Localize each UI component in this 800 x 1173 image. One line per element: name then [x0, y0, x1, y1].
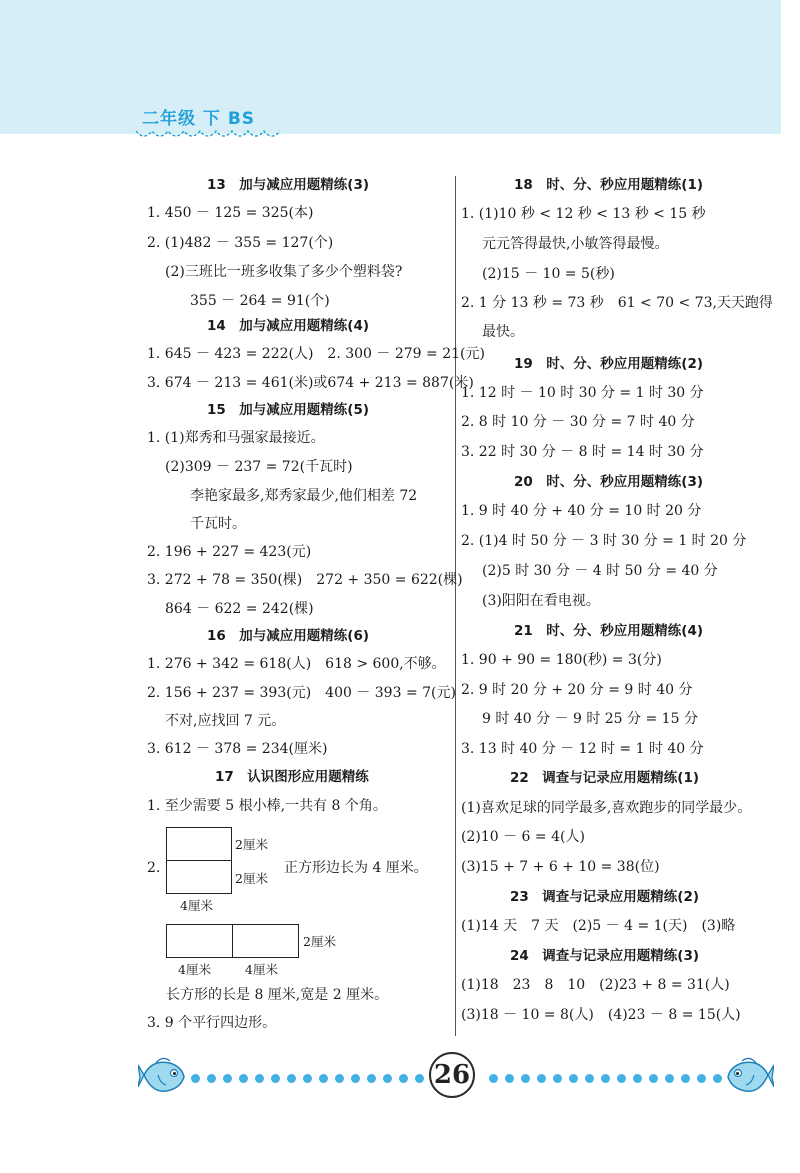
dimension-label: 4厘米: [178, 962, 211, 977]
section-title: 24 调查与记录应用题精练(3): [510, 948, 700, 964]
rect-left: [166, 924, 233, 958]
answer-line: 1. 450 － 125 = 325(本): [147, 205, 314, 221]
dimension-label: 2厘米: [303, 934, 336, 949]
header-band: [0, 0, 781, 134]
question-number: 2.: [147, 860, 161, 876]
answer-line: (1)喜欢足球的同学最多,喜欢跑步的同学最少。: [461, 800, 752, 816]
answer-line: 1. 9 时 40 分 + 40 分 = 10 时 20 分: [461, 503, 702, 519]
answer-line: (2)5 时 30 分 － 4 时 50 分 = 40 分: [482, 563, 718, 579]
figure-caption: 正方形边长为 4 厘米。: [284, 860, 428, 876]
answer-line: 1. 90 + 90 = 180(秒) = 3(分): [461, 652, 662, 668]
answer-line: (2)15 － 10 = 5(秒): [482, 266, 615, 282]
fish-icon: [138, 1053, 188, 1099]
answer-line: 864 － 622 = 242(棵): [165, 601, 314, 617]
answer-line: 最快。: [482, 324, 524, 340]
answer-line: 1. 12 时 － 10 时 30 分 = 1 时 30 分: [461, 385, 704, 401]
square-top: [166, 827, 232, 861]
answer-line: 1. 645 － 423 = 222(人) 2. 300 － 279 = 21(元): [147, 346, 485, 362]
dimension-label: 4厘米: [180, 898, 213, 913]
section-title: 20 时、分、秒应用题精练(3): [514, 474, 704, 490]
answer-line: (3)阳阳在看电视。: [482, 593, 600, 609]
answer-line: 1. (1)郑秀和马强家最接近。: [147, 430, 325, 446]
answer-line: (2)10 － 6 = 4(人): [461, 829, 585, 845]
section-title: 19 时、分、秒应用题精练(2): [514, 356, 704, 372]
answer-line: (1)14 天 7 天 (2)5 － 4 = 1(天) (3)略: [461, 918, 736, 934]
dimension-label: 2厘米: [235, 871, 268, 886]
answer-line: 3. 272 + 78 = 350(棵) 272 + 350 = 622(棵): [147, 572, 463, 588]
answer-line: 3. 674 － 213 = 461(米)或674 + 213 = 887(米): [147, 375, 474, 391]
answer-line: 9 时 40 分 － 9 时 25 分 = 15 分: [482, 711, 698, 727]
dots-right: [489, 1074, 722, 1083]
answer-line: 李艳家最多,郑秀家最少,他们相差 72: [190, 488, 418, 504]
answer-line: 1. (1)10 秒 < 12 秒 < 13 秒 < 15 秒: [461, 206, 706, 222]
answer-line: 3. 13 时 40 分 － 12 时 = 1 时 40 分: [461, 741, 704, 757]
page-number: 26: [429, 1052, 475, 1098]
answer-line: 1. 276 + 342 = 618(人) 618 > 600,不够。: [147, 656, 446, 672]
section-title: 23 调查与记录应用题精练(2): [510, 889, 700, 905]
answer-line: 千瓦时。: [190, 516, 246, 532]
square-bottom: [166, 860, 232, 894]
answer-line: 长方形的长是 8 厘米,宽是 2 厘米。: [166, 987, 389, 1003]
answer-line: 不对,应找回 7 元。: [165, 713, 286, 729]
dots-left: [191, 1074, 424, 1083]
column-divider: [455, 176, 456, 1036]
answer-line: 2. 196 + 227 = 423(元): [147, 544, 312, 560]
section-title: 16 加与减应用题精练(6): [207, 628, 370, 644]
answer-line: (1)18 23 8 10 (2)23 + 8 = 31(人): [461, 977, 730, 993]
answer-line: 2. 9 时 20 分 + 20 分 = 9 时 40 分: [461, 682, 693, 698]
section-title: 14 加与减应用题精练(4): [207, 318, 370, 334]
answer-line: (3)18 － 10 = 8(人) (4)23 － 8 = 15(人): [461, 1007, 741, 1023]
answer-line: 3. 612 － 378 = 234(厘米): [147, 741, 328, 757]
answer-line: (2)三班比一班多收集了多少个塑料袋?: [165, 264, 403, 280]
dimension-label: 4厘米: [245, 962, 278, 977]
answer-line: 2. (1)4 时 50 分 － 3 时 30 分 = 1 时 20 分: [461, 533, 747, 549]
answer-line: 2. 156 + 237 = 393(元) 400 － 393 = 7(元): [147, 685, 456, 701]
page-footer: [0, 1045, 800, 1105]
grade-label: 二年级 下 BS: [142, 109, 256, 129]
answer-line: 2. (1)482 － 355 = 127(个): [147, 235, 334, 251]
section-title: 18 时、分、秒应用题精练(1): [514, 177, 704, 193]
fish-icon: [724, 1053, 774, 1099]
section-title: 21 时、分、秒应用题精练(4): [514, 623, 704, 639]
answer-line: 2. 1 分 13 秒 = 73 秒 61 < 70 < 73,天天跑得: [461, 295, 773, 311]
answer-line: 元元答得最快,小敏答得最慢。: [482, 236, 669, 252]
section-title: 17 认识图形应用题精练: [215, 769, 369, 785]
section-title: 15 加与减应用题精练(5): [207, 402, 370, 418]
section-title: 22 调查与记录应用题精练(1): [510, 770, 700, 786]
answer-line: (3)15 + 7 + 6 + 10 = 38(位): [461, 859, 660, 875]
answer-line: 2. 8 时 10 分 － 30 分 = 7 时 40 分: [461, 414, 695, 430]
answer-line: 355 － 264 = 91(个): [190, 293, 330, 309]
section-title: 13 加与减应用题精练(3): [207, 177, 370, 193]
answer-line: 1. 至少需要 5 根小棒,一共有 8 个角。: [147, 798, 387, 814]
answer-line: (2)309 － 237 = 72(千瓦时): [165, 459, 353, 475]
answer-line: 3. 22 时 30 分 － 8 时 = 14 时 30 分: [461, 444, 704, 460]
answer-line: 3. 9 个平行四边形。: [147, 1015, 277, 1031]
scallop-decoration: [134, 127, 284, 141]
dimension-label: 2厘米: [235, 837, 268, 852]
rect-right: [232, 924, 299, 958]
